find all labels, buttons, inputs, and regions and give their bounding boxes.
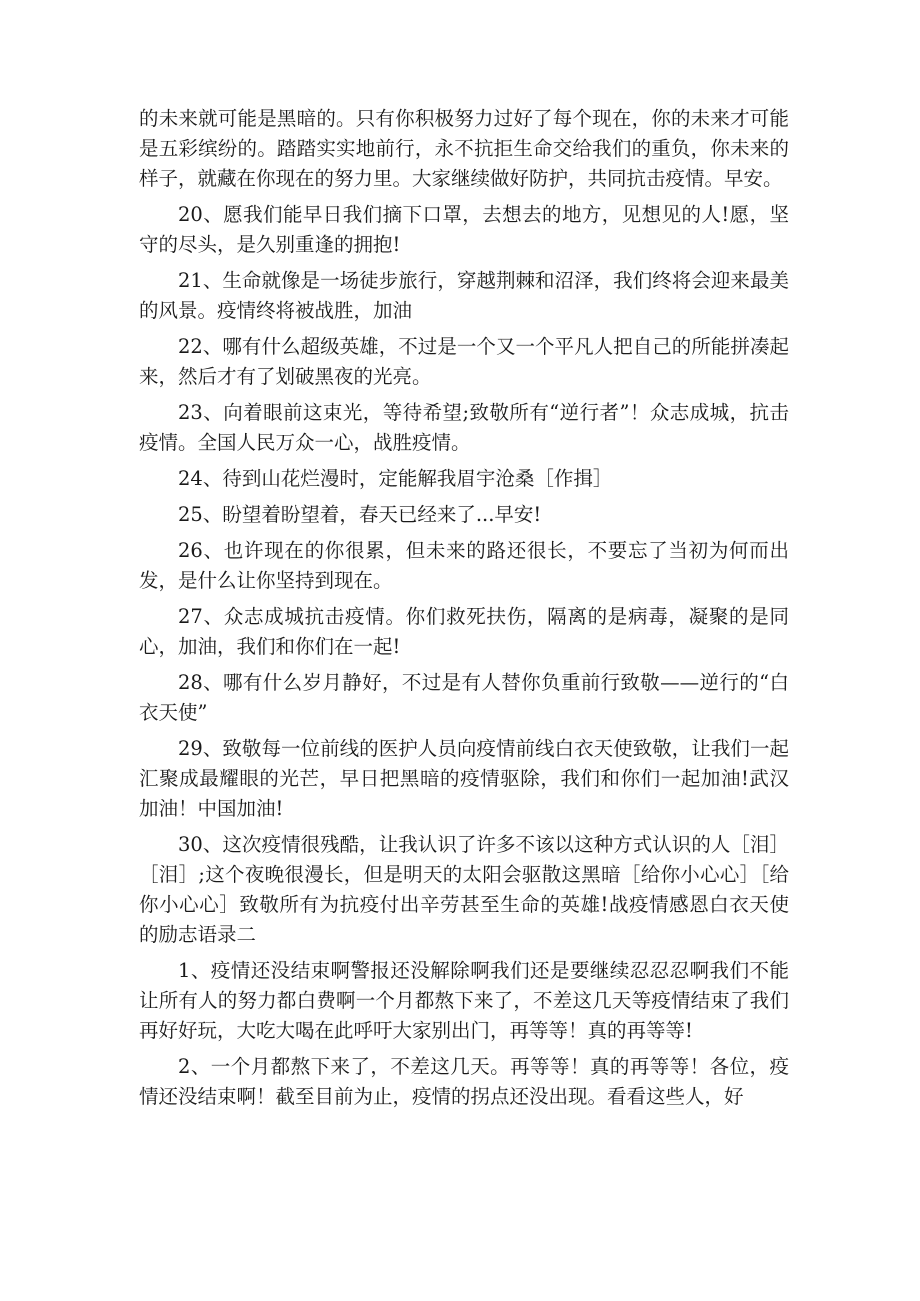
paragraph-27: 27、众志成城抗击疫情。你们救死扶伤，隔离的是病毒，凝聚的是同心，加油，我们和你们在一起! [139,605,789,658]
paragraph-2-2: 2、一个月都熬下来了，不差这几天。再等等！真的再等等！各位，疫情还没结束啊！截至目前为止，疫情的拐点还没出现。看看这些人，好 [139,1055,789,1108]
paragraph-24: 24、待到山花烂漫时，定能解我眉宇沧桑［作揖］ [178,467,613,490]
paragraph-28: 28、哪有什么岁月静好，不过是有人替你负重前行致敬——逆行的“白衣天使” [139,671,789,724]
paragraph-20: 20、愿我们能早日我们摘下口罩，去想去的地方，见想见的人!愿，坚守的尽头，是久别重逢的拥抱! [139,203,789,256]
paragraph-26: 26、也许现在的你很累，但未来的路还很长，不要忘了当初为何而出发，是什么让你坚持到现在。 [139,539,789,592]
paragraph-29: 29、致敬每一位前线的医护人员向疫情前线白衣天使致敬，让我们一起汇聚成最耀眼的光芒，早日把黑暗的疫情驱除，我们和你们一起加油!武汉加油！中国加油! [139,737,789,820]
paragraph-25: 25、盼望着盼望着，春天已经来了...早安! [178,503,542,526]
document-body [139,104,789,1118]
paragraph-23: 23、向着眼前这束光，等待希望;致敬所有“逆行者”！众志成城，抗击疫情。全国人民万众一心，战胜疫情。 [139,401,789,454]
paragraph-continuation: 的未来就可能是黑暗的。只有你积极努力过好了每个现在，你的未来才可能是五彩缤纷的。踏踏实实地前行，永不抗拒生命交给我们的重负，你未来的样子，就藏在你现在的努力里。大家继续做好防护，共同抗击疫情。早安。 [139,107,789,190]
paragraph-22: 22、哪有什么超级英雄，不过是一个又一个平凡人把自己的所能拼凑起来，然后才有了划破黑夜的光亮。 [139,335,789,388]
paragraph-21: 21、生命就像是一场徒步旅行，穿越荆棘和沼泽，我们终将会迎来最美的风景。疫情终将被战胜，加油 [139,269,789,322]
paragraph-2-1: 1、疫情还没结束啊警报还没解除啊我们还是要继续忍忍忍啊我们不能让所有人的努力都白费啊一个月都熬下来了，不差这几天等疫情结束了我们再好好玩，大吃大喝在此呼吁大家别出门，再等等！真的再等等! [139,959,789,1042]
paragraph-30: 30、这次疫情很残酷，让我认识了许多不该以这种方式认识的人［泪］［泪］;这个夜晚很漫长，但是明天的太阳会驱散这黑暗［给你小心心］［给你小心心］致敬所有为抗疫付出辛劳甚至生命的英雄!战疫情感恩白衣天使的励志语录二 [139,833,789,946]
